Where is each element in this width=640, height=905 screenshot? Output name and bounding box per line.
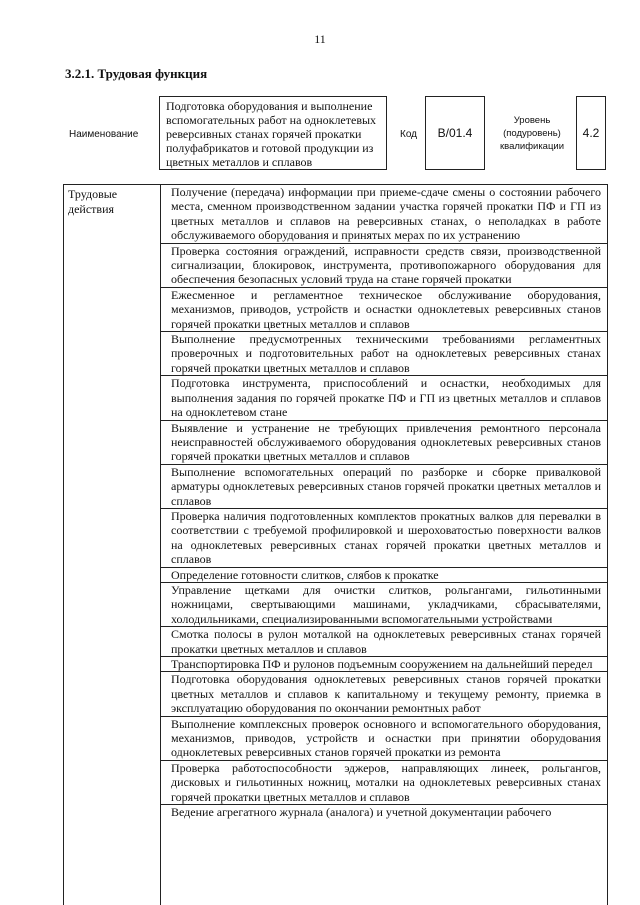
labor-action-item: Получение (передача) информации при приеме-сдаче смены о состоянии рабочего места, сменном производственном задании участка горячей прокатки ПФ и ГП из цветных металлов и сплавов на реверсивных станах, о неполадках в работе обслуживаемого оборудования и принятых мерах по их устранению bbox=[161, 185, 607, 244]
labor-action-item: Проверка работоспособности эджеров, направляющих линеек, рольгангов, дисковых и гильотинных ножниц, моталки на одноклетевых реверсивных станах горячей прокатки цветных металлов и сплавов bbox=[161, 761, 607, 805]
labor-action-item: Выявление и устранение не требующих привлечения ремонтного персонала неисправностей обслуживаемого оборудования одноклетевых реверсивных станов горячей прокатки цветных металлов и сплавов bbox=[161, 421, 607, 465]
function-name: Подготовка оборудования и выполнение вспомогательных работ на одноклетевых реверсивных станах горячей прокатки полуфабрикатов и готовой продукции из цветных металлов и сплавов bbox=[159, 96, 387, 170]
labor-action-item: Подготовка инструмента, приспособлений и оснастки, необходимых для выполнения задания по горячей прокатке ПФ и ГП из цветных металлов и сплавов на одноклетевом стане bbox=[161, 376, 607, 420]
labor-actions-label: Трудовые действия bbox=[64, 185, 161, 905]
labor-action-item: Выполнение комплексных проверок основного и вспомогательного оборудования, механизмов, приводов, устройств и оснастки при принятии оборудования одноклетевых реверсивных станов горячей прокатки из ремонта bbox=[161, 717, 607, 761]
labor-action-item: Управление щетками для очистки слитков, рольгангами, гильотинными ножницами, свертывающими машинами, укладчиками, сбрасывателями, холодильниками, специализированными вспомогательными устройствами bbox=[161, 583, 607, 627]
labor-action-item: Выполнение вспомогательных операций по разборке и сборке привалковой арматуры одноклетевых реверсивных станов горячей прокатки цветных металлов и сплавов bbox=[161, 465, 607, 509]
name-label: Наименование bbox=[69, 129, 139, 140]
qualification-level: 4.2 bbox=[576, 96, 606, 170]
labor-action-item: Проверка состояния ограждений, исправности средств связи, производственной сигнализации, блокировок, инструмента, противопожарного оборудования для обеспечения безопасных условий труда на стане горячей прокатки bbox=[161, 244, 607, 288]
function-code: B/01.4 bbox=[425, 96, 485, 170]
section-title: 3.2.1. Трудовая функция bbox=[65, 66, 208, 81]
labor-action-item: Смотка полосы в рулон моталкой на одноклетевых реверсивных станах горячей прокатки цветных металлов и сплавов bbox=[161, 627, 607, 657]
labor-action-item: Подготовка оборудования одноклетевых реверсивных станов горячей прокатки цветных металлов и сплавов к капитальному и текущему ремонту, приемка в эксплуатацию оборудования по окончании ремонтных работ bbox=[161, 672, 607, 716]
labor-actions-list bbox=[161, 185, 607, 819]
labor-action-item: Выполнение предусмотренных техническими требованиями регламентных проверочных и подготовительных работ на одноклетевых реверсивных станах горячей прокатки цветных металлов и сплавов bbox=[161, 332, 607, 376]
qualification-level-label: Уровень (подуровень) квалификации bbox=[499, 115, 565, 152]
page-number: 11 bbox=[314, 32, 326, 46]
code-label: Код bbox=[400, 129, 418, 140]
labor-action-item: Определение готовности слитков, слябов к прокатке bbox=[161, 568, 607, 583]
labor-action-item: Ведение агрегатного журнала (аналога) и учетной документации рабочего bbox=[171, 805, 552, 820]
labor-action-item: Транспортировка ПФ и рулонов подъемным сооружением на дальнейший передел bbox=[161, 657, 607, 672]
labor-action-item: Ежесменное и регламентное техническое обслуживание оборудования, механизмов, приводов, устройств и оснастки одноклетевых реверсивных станов горячей прокатки цветных металлов и сплавов bbox=[161, 288, 607, 332]
labor-actions-table bbox=[63, 184, 608, 905]
function-header bbox=[63, 96, 607, 176]
labor-action-item: Проверка наличия подготовленных комплектов прокатных валков для перевалки в соответствии с требуемой профилировкой и шероховатостью поверхности валков на одноклетевых реверсивных станах горячей прокатки цветных металлов и сплавов bbox=[161, 509, 607, 568]
